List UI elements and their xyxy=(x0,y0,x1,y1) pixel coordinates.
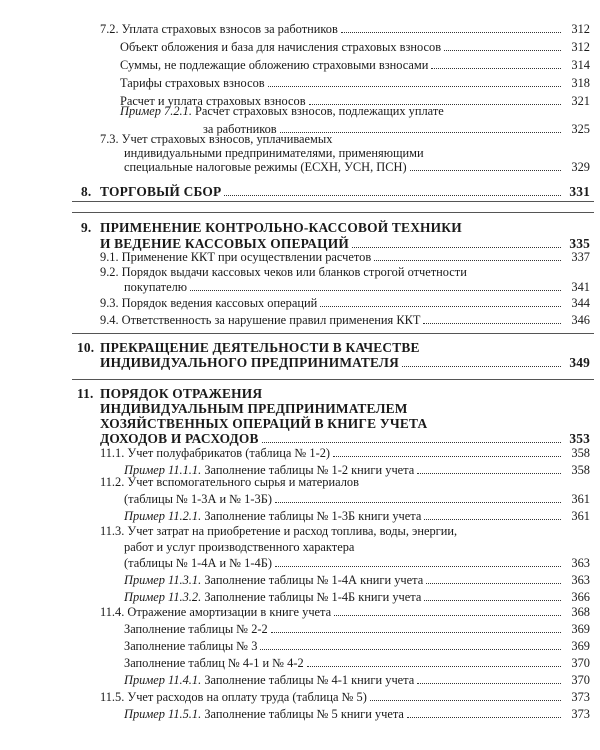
entry-title xyxy=(124,707,404,722)
dot-leader xyxy=(334,615,561,616)
entry-title: 9.3. Порядок ведения кассовых операций xyxy=(100,296,318,310)
toc-entry-11-5[interactable] xyxy=(100,690,590,705)
chapter-title-cont: ДОХОДОВ И РАСХОДОВ xyxy=(100,431,259,446)
toc-chapter-11-line2[interactable]: ИНДИВИДУАЛЬНЫМ ПРЕДПРИНИМАТЕЛЕМ xyxy=(100,401,408,416)
page-number: 331 xyxy=(569,184,590,199)
entry-title: Расчет страховых взносов, подлежащих уплате xyxy=(195,104,444,118)
chapter-title-cont: ИНДИВИДУАЛЬНОГО ПРЕДПРИНИМАТЕЛЯ xyxy=(100,355,399,370)
page-number: 321 xyxy=(571,94,590,108)
page-number: 312 xyxy=(571,40,590,54)
page-number: 353 xyxy=(569,431,590,446)
dot-leader xyxy=(260,649,561,650)
toc-entry-11-2-line1[interactable]: 11.2. Учет вспомогательного сырья и материалов xyxy=(100,475,359,489)
example-label: Пример 11.5.1. xyxy=(124,707,202,721)
dot-leader xyxy=(320,306,561,307)
toc-entry-7-2-tariffs[interactable] xyxy=(120,76,590,91)
dot-leader xyxy=(417,473,561,474)
page-number: 361 xyxy=(571,492,590,506)
page-number: 370 xyxy=(571,673,590,687)
toc-chapter-11-line3[interactable]: ХОЗЯЙСТВЕННЫХ ОПЕРАЦИЙ В КНИГЕ УЧЕТА xyxy=(100,416,428,431)
dot-leader xyxy=(262,442,561,443)
page-number: 363 xyxy=(571,573,590,587)
toc-entry-7-2-object[interactable] xyxy=(120,40,590,55)
page-number: 318 xyxy=(571,76,590,90)
page-number: 341 xyxy=(571,280,590,294)
toc-chapter-8[interactable] xyxy=(100,184,590,200)
entry-title: Суммы, не подлежащие обложению страховыми взносами xyxy=(120,58,429,72)
entry-title xyxy=(124,673,414,688)
example-text: Заполнение таблицы № 1-4А книги учета xyxy=(204,573,424,587)
chapter-number: 9. xyxy=(81,220,92,235)
dot-leader xyxy=(417,683,561,684)
dot-leader xyxy=(424,600,561,601)
dot-leader xyxy=(431,68,561,69)
toc-entry-7-3-line2[interactable]: индивидуальными предпринимателями, применяющими xyxy=(124,146,424,160)
page-number: 363 xyxy=(571,556,590,570)
entry-title-cont: за работников xyxy=(203,122,277,136)
entry-title: Объект обложения и база для начисления страховых взносов xyxy=(120,40,442,54)
example-text: Заполнение таблицы № 1-4Б книги учета xyxy=(204,590,422,604)
chapter-title-cont: И ВЕДЕНИЕ КАССОВЫХ ОПЕРАЦИЙ xyxy=(100,236,349,251)
page-number: 314 xyxy=(571,58,590,72)
toc-entry-9-4[interactable] xyxy=(100,313,590,328)
chapter-title: ТОРГОВЫЙ СБОР xyxy=(100,184,222,199)
section-divider xyxy=(72,333,594,334)
page-number: 373 xyxy=(571,690,590,704)
toc-entry-example-11-4-1[interactable] xyxy=(124,673,590,688)
dot-leader xyxy=(275,566,561,567)
toc-entry-11-2[interactable] xyxy=(124,492,590,507)
toc-entry-9-3[interactable] xyxy=(100,296,590,311)
toc-entry-11-4-table-3[interactable] xyxy=(124,639,590,654)
entry-title: 11.4. Отражение амортизации в книге учета xyxy=(100,605,332,619)
toc-entry-11-3-line1[interactable]: 11.3. Учет затрат на приобретение и расход топлива, воды, энергии, xyxy=(100,524,458,538)
dot-leader xyxy=(374,260,561,261)
entry-title: Заполнение таблицы № 2-2 xyxy=(124,622,268,636)
entry-title: 11.5. Учет расходов на оплату труда (таблица № 5) xyxy=(100,690,367,704)
example-label: Пример 11.4.1. xyxy=(124,673,202,687)
entry-title: 7.2. Уплата страховых взносов за работников xyxy=(100,22,338,36)
page-number: 312 xyxy=(571,22,590,36)
chapter-number: 11. xyxy=(77,386,94,401)
toc-entry-11-1[interactable] xyxy=(100,446,590,461)
example-text: Заполнение таблицы № 1-3Б книги учета xyxy=(204,509,422,523)
dot-leader xyxy=(307,666,561,667)
toc-entry-11-4-table-2-2[interactable] xyxy=(124,622,590,637)
page-number: 335 xyxy=(569,236,590,251)
example-label: Пример 11.2.1. xyxy=(124,509,202,523)
example-text: Заполнение таблицы № 5 книги учета xyxy=(204,707,404,721)
dot-leader xyxy=(410,170,561,171)
dot-leader xyxy=(341,32,561,33)
entry-title: Заполнение таблицы № 3 xyxy=(124,639,258,653)
page-number: 370 xyxy=(571,656,590,670)
dot-leader xyxy=(271,632,561,633)
toc-chapter-9-line1[interactable]: ПРИМЕНЕНИЕ КОНТРОЛЬНО-КАССОВОЙ ТЕХНИКИ xyxy=(100,220,462,235)
section-divider xyxy=(72,212,594,213)
toc-chapter-11[interactable] xyxy=(100,431,590,447)
page-number: 373 xyxy=(571,707,590,721)
toc-entry-7-3[interactable] xyxy=(124,160,590,175)
toc-entry-7-2-exempt[interactable] xyxy=(120,58,590,73)
toc-entry-9-1[interactable] xyxy=(100,250,590,265)
dot-leader xyxy=(407,717,561,718)
page-number: 366 xyxy=(571,590,590,604)
page-number: 346 xyxy=(571,313,590,327)
toc-entry-example-7-2-1-line1[interactable] xyxy=(120,104,444,119)
toc-chapter-10-line1[interactable]: ПРЕКРАЩЕНИЕ ДЕЯТЕЛЬНОСТИ В КАЧЕСТВЕ xyxy=(100,340,420,355)
dot-leader xyxy=(370,700,561,701)
entry-title-cont: (таблицы № 1-3А и № 1-3Б) xyxy=(124,492,272,506)
page-number: 369 xyxy=(571,622,590,636)
page-number: 329 xyxy=(571,160,590,174)
dot-leader xyxy=(275,502,561,503)
toc-entry-example-11-5-1[interactable] xyxy=(124,707,590,722)
section-divider xyxy=(72,201,594,202)
page-number: 361 xyxy=(571,509,590,523)
chapter-number: 10. xyxy=(77,340,95,355)
section-divider xyxy=(72,379,594,380)
toc-entry-9-2-line1[interactable]: 9.2. Порядок выдачи кассовых чеков или бланков строгой отчетности xyxy=(100,265,467,279)
entry-title xyxy=(124,509,421,524)
entry-title: 9.1. Применение ККТ при осуществлении расчетов xyxy=(100,250,372,264)
page-number: 368 xyxy=(571,605,590,619)
example-label: Пример 11.3.1. xyxy=(124,573,202,587)
toc-entry-11-4-tables-4[interactable] xyxy=(124,656,590,671)
page-number: 344 xyxy=(571,296,590,310)
dot-leader xyxy=(402,366,561,367)
dot-leader xyxy=(190,290,561,291)
dot-leader xyxy=(224,195,561,196)
toc-entry-example-11-2-1[interactable] xyxy=(124,509,590,524)
entry-title: 9.4. Ответственность за нарушение правил применения ККТ xyxy=(100,313,421,327)
page-number: 337 xyxy=(571,250,590,264)
toc-entry-7-3-line1[interactable]: 7.3. Учет страховых взносов, уплачиваемых xyxy=(100,132,333,146)
entry-title: Расчет и уплата страховых взносов xyxy=(120,94,306,108)
example-text: Заполнение таблицы № 1-2 книги учета xyxy=(204,463,415,477)
toc-chapter-11-line1[interactable]: ПОРЯДОК ОТРАЖЕНИЯ xyxy=(100,386,263,401)
toc-entry-example-11-3-2[interactable] xyxy=(124,590,590,605)
toc-entry-9-2[interactable] xyxy=(124,280,590,295)
dot-leader xyxy=(423,323,561,324)
example-label: Пример 11.3.2. xyxy=(124,590,202,604)
dot-leader xyxy=(333,456,561,457)
chapter-number: 8. xyxy=(81,184,92,199)
page-number: 369 xyxy=(571,639,590,653)
page-number: 358 xyxy=(571,446,590,460)
entry-title xyxy=(124,590,421,605)
entry-title-cont: специальные налоговые режимы (ЕСХН, УСН, ПСН) xyxy=(124,160,407,174)
page-number: 358 xyxy=(571,463,590,477)
example-text: Заполнение таблицы № 4-1 книги учета xyxy=(204,673,415,687)
toc-entry-7-2[interactable] xyxy=(100,22,590,37)
page-number: 349 xyxy=(569,355,590,370)
example-label: Пример 7.2.1. xyxy=(120,104,192,118)
toc-entry-11-3-line2[interactable]: работ и услуг производственного характера xyxy=(124,540,355,554)
toc-entry-11-3[interactable] xyxy=(124,556,590,571)
dot-leader xyxy=(352,247,561,248)
page-number: 325 xyxy=(571,122,590,136)
toc-entry-example-11-3-1[interactable] xyxy=(124,573,590,588)
toc-entry-11-4[interactable] xyxy=(100,605,590,620)
entry-title: Тарифы страховых взносов xyxy=(120,76,265,90)
dot-leader xyxy=(268,86,561,87)
entry-title xyxy=(124,573,423,588)
dot-leader xyxy=(426,583,561,584)
dot-leader xyxy=(444,50,561,51)
entry-title: Заполнение таблиц № 4-1 и № 4-2 xyxy=(124,656,304,670)
entry-title-cont: покупателю xyxy=(124,280,188,294)
dot-leader xyxy=(424,519,561,520)
toc-chapter-10[interactable] xyxy=(100,355,590,371)
entry-title: 11.1. Учет полуфабрикатов (таблица № 1-2) xyxy=(100,446,331,460)
entry-title-cont: (таблицы № 1-4А и № 1-4Б) xyxy=(124,556,272,570)
example-label: Пример 11.1.1. xyxy=(124,463,202,477)
